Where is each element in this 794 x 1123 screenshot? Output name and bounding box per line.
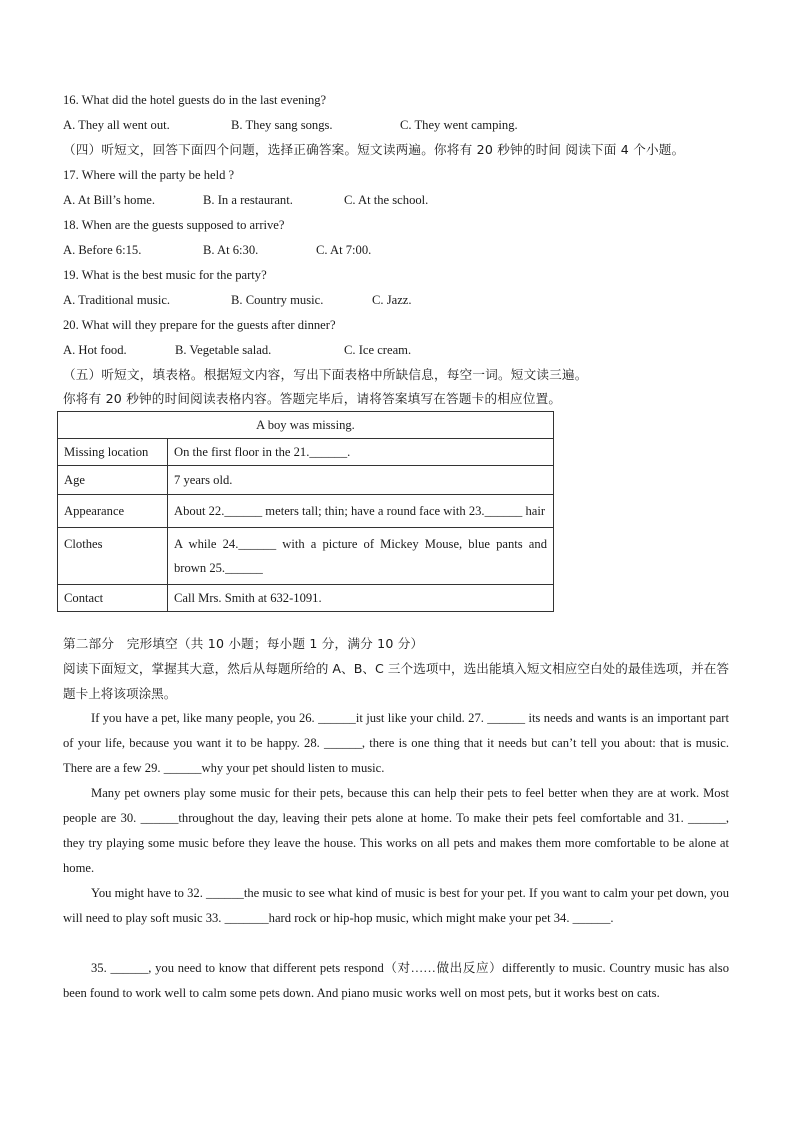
- q16-option-b: B. They sang songs.: [231, 118, 333, 132]
- row-value-appearance: About 22.______ meters tall; thin; have a round face with 23.______ hair: [168, 495, 554, 528]
- cloze-paragraph-2: [63, 781, 729, 881]
- q17-option-b: B. In a restaurant.: [203, 193, 293, 207]
- cloze-paragraph-1-text: If you have a pet, like many people, you 26. ______it just like your child. 27. ______ its needs and wants is an important part of your life, because you want it to be happy. 28. ______, there is one thing that it needs but can’t tell you about: that is music. There are a few 29. ______why your pet should listen to music.: [63, 711, 729, 775]
- cloze-paragraph-1: [63, 706, 729, 781]
- q20-option-b: B. Vegetable salad.: [175, 343, 272, 357]
- row-label-age: Age: [58, 466, 168, 495]
- q20-option-a: A. Hot food.: [63, 343, 127, 357]
- q17-option-c: C. At the school.: [344, 193, 429, 207]
- missing-boy-table: [57, 411, 554, 612]
- table-title-row: [58, 412, 554, 439]
- q19-option-a: A. Traditional music.: [63, 293, 171, 307]
- q18-option-c: C. At 7:00.: [316, 243, 372, 257]
- q19-option-b: B. Country music.: [231, 293, 324, 307]
- row-label-clothes: Clothes: [58, 528, 168, 585]
- row-label-appearance: Appearance: [58, 495, 168, 528]
- question-20: 20. What will they prepare for the guests after dinner?: [63, 318, 336, 332]
- section4-instructions: （四）听短文，回答下面四个问题，选择正确答案。短文读两遍。你将有 20 秒钟的时间 阅读下面 4 个小题。: [63, 142, 685, 157]
- q20-option-c: C. Ice cream.: [344, 343, 412, 357]
- part2-instructions: 阅读下面短文，掌握其大意，然后从每题所给的 A、B、C 三个选项中，选出能填入短文相应空白处的最佳选项，并在答题卡上将该项涂黑。: [63, 661, 729, 701]
- cloze-paragraph-2-text: Many pet owners play some music for their pets, because this can help their pets to feel better when they are at work. Most people are 30. ______throughout the day, leaving their pets alone at home. To make their pets feel comfortable and 31. ______, they try playing some music before they leave the house. This works on all pets and makes them more comfortable to be alone at home.: [63, 786, 729, 875]
- question-17: 17. Where will the party be held ?: [63, 168, 235, 182]
- table-title: A boy was missing.: [58, 412, 554, 439]
- row-label-contact: Contact: [58, 585, 168, 612]
- section5-instructions-line2: 你将有 20 秒钟的时间阅读表格内容。答题完毕后，请将答案填写在答题卡的相应位置。: [63, 391, 562, 406]
- cloze-paragraph-3-text: You might have to 32. ______the music to see what kind of music is best for your pet. If you want to calm your pet down, you will need to play soft music 33. _______hard rock or hip-hop music, which might make your pet 34. ______.: [63, 886, 729, 925]
- q16-option-a: A. They all went out.: [63, 118, 170, 132]
- row-label-location: Missing location: [58, 439, 168, 466]
- part2-heading: 第二部分 完形填空（共 10 小题；每小题 1 分，满分 10 分）: [63, 636, 424, 651]
- q16-option-c: C. They went camping.: [400, 118, 518, 132]
- row-value-contact: Call Mrs. Smith at 632-1091.: [168, 585, 554, 612]
- table-row: [58, 466, 554, 495]
- row-value-age: 7 years old.: [168, 466, 554, 495]
- q18-option-b: B. At 6:30.: [203, 243, 259, 257]
- table-row: [58, 495, 554, 528]
- question-18: 18. When are the guests supposed to arrive?: [63, 218, 285, 232]
- question-19: 19. What is the best music for the party?: [63, 268, 267, 282]
- question-16: 16. What did the hotel guests do in the last evening?: [63, 93, 327, 107]
- section5-instructions-line1: （五）听短文，填表格。根据短文内容，写出下面表格中所缺信息，每空一词。短文读三遍。: [63, 367, 588, 382]
- q19-option-c: C. Jazz.: [372, 293, 412, 307]
- q18-option-a: A. Before 6:15.: [63, 243, 142, 257]
- row-value-location: On the first floor in the 21.______.: [168, 439, 554, 466]
- q17-option-a: A. At Bill’s home.: [63, 193, 156, 207]
- cloze-paragraph-3: [63, 881, 729, 931]
- table-row: [58, 585, 554, 612]
- row-value-clothes: A while 24.______ with a picture of Mickey Mouse, blue pants and brown 25.______: [168, 528, 554, 585]
- table-row: [58, 439, 554, 466]
- cloze-paragraph-4-text: 35. ______, you need to know that different pets respond（对……做出反应）differently to music. Country music has also been found to work well to calm some pets down. And piano music works well on most pets, but it works best on cats.: [63, 961, 729, 1000]
- table-row: [58, 528, 554, 585]
- cloze-paragraph-4: [63, 956, 729, 1006]
